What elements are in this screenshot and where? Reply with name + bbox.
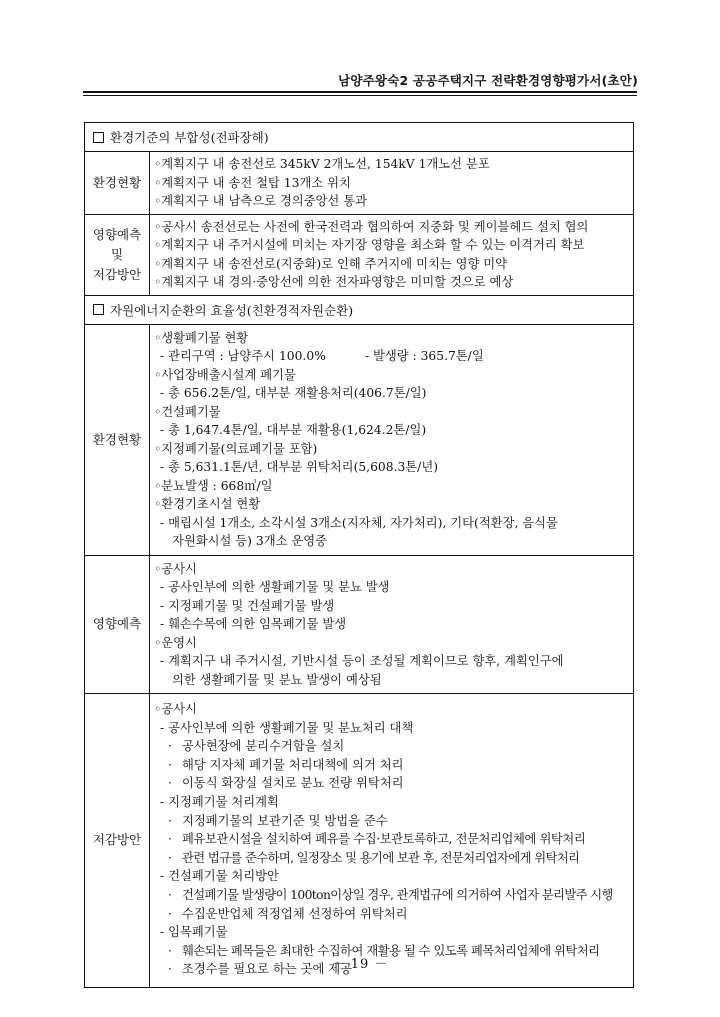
content-bullet: · 훼손되는 폐목들은 최대한 수집하여 재활용 될 수 있도록 폐목처리업체에 위탁처리 [168, 943, 600, 958]
row-label-text: 환경현황 [92, 174, 142, 190]
content-line: ◦계획지구 내 경의·중앙선에 의한 전자파영향은 미미할 것으로 예상 [154, 275, 514, 289]
row-content [150, 325, 633, 555]
content-bullet: · 수집운반업체 적정업체 선정하여 위탁처리 [168, 906, 408, 921]
content-line: ◦분뇨발생 : 668㎥/일 [154, 478, 273, 493]
content-bullet: · 이동식 화장실 설치로 분뇨 전량 위탁처리 [168, 776, 404, 791]
content-line: ◦운영시 [154, 635, 197, 650]
row-content [150, 556, 633, 694]
content-line: ◦공사시 송전선로는 사전에 한국전력과 협의하여 지중화 및 케이블헤드 설치 협의 [154, 219, 589, 234]
content-line: 자원화시설 등) 3개소 운영중 [172, 534, 328, 548]
row-label [85, 556, 150, 694]
row-label [85, 215, 150, 295]
content-line: ◦생활폐기물 현황 [154, 330, 249, 345]
page-number: － 19 － [331, 957, 389, 972]
row-label-text: 저감방안 [92, 266, 142, 282]
content-line: - 매립시설 1개소, 소각시설 3개소(지자체, 자가처리), 기타(적환장, 음식물 [160, 515, 558, 530]
section-title: 자원에너지순환의 효율성(친환경적자원순환) [110, 302, 354, 318]
content-line: 의한 생활폐기물 및 분뇨 발생이 예상됨 [172, 672, 382, 687]
document-header-title: 남양주왕숙2 공공주택지구 전략환경영향평가서(초안) [338, 73, 638, 88]
content-bullet: · 해당 지자체 폐기물 처리대책에 의거 처리 [168, 757, 404, 772]
content-line: ◦계획지구 내 남측으로 경의중앙선 통과 [154, 194, 367, 208]
row-mitigation-waste [85, 694, 633, 987]
header-rule [83, 91, 637, 93]
row-current-status-em [85, 152, 633, 215]
content-line: ◦공사시 [154, 561, 197, 576]
content-line: ◦계획지구 내 송전선로 345kV 2개노선, 154kV 1개노선 분포 [154, 157, 490, 171]
row-prediction-mitigation-em [85, 215, 633, 296]
checkbox-square-icon [93, 132, 104, 143]
content-line: ◦계획지구 내 주거시설에 미치는 자기장 영향을 최소화 할 수 있는 이격거리 확보 [154, 238, 585, 252]
content-bullet: · 조경수를 필요로 하는 곳에 제공 [168, 962, 353, 977]
content-subheading: - 건설폐기물 처리방안 [160, 869, 279, 884]
row-label [85, 325, 150, 555]
checkbox-square-icon [93, 304, 104, 315]
content-bullet: · 지정폐기물의 보관기준 및 방법을 준수 [168, 813, 388, 828]
content-line: - 총 656.2톤/일, 대부분 재활용처리(406.7톤/일) [160, 386, 427, 400]
content-bullet: · 관련 법규를 준수하며, 일정장소 및 용기에 보관 후, 전문처리업자에게 위탁처리 [168, 850, 580, 865]
content-line: - 총 1,647.4톤/일, 대부분 재활용(1,624.2톤/일) [160, 423, 427, 437]
row-content [150, 694, 633, 987]
content-line: ◦지정폐기물(의료폐기물 포함) [154, 441, 318, 456]
section-heading-resource-cycle [85, 296, 633, 325]
content-line: - 지정폐기물 및 건설폐기물 발생 [160, 598, 335, 613]
content-subheading: - 지정폐기물 처리계획 [160, 794, 279, 809]
content-line: ◦계획지구 내 송전선로(지중화)로 인해 주거지에 미치는 영향 미약 [154, 256, 508, 271]
content-line: - 공사인부에 의한 생활폐기물 및 분뇨 발생 [160, 580, 390, 594]
content-bullet: · 폐유보관시설을 설치하여 폐유를 수집·보관토록하고, 전문처리업체에 위탁처리 [168, 832, 586, 847]
row-label [85, 152, 150, 214]
content-bullet: · 건설폐기물 발생량이 100ton이상일 경우, 관계법규에 의거하여 사업자 분리발주 시행 [168, 887, 613, 902]
row-label-text: 영향예측 [92, 616, 142, 632]
row-label-text: 저감방안 [92, 832, 142, 848]
content-subheading: - 임목폐기물 [160, 925, 228, 940]
content-subheading: - 공사인부에 의한 생활폐기물 및 분뇨처리 대책 [160, 720, 414, 735]
row-content [150, 215, 633, 295]
row-prediction-waste [85, 556, 633, 695]
content-line: - 관리구역 : 남양주시 100.0% - 발생량 : 365.7톤/일 [160, 349, 484, 363]
summary-table [84, 122, 634, 988]
row-label-text: 환경현황 [92, 431, 142, 447]
section-heading-electromagnetic [85, 123, 633, 152]
header-rule-thin [83, 95, 637, 96]
section-title: 환경기준의 부합성(전파장해) [110, 130, 269, 145]
content-line: ◦공사시 [154, 702, 197, 716]
row-label-text: 및 [110, 246, 124, 262]
row-label [85, 694, 150, 987]
content-line: ◦계획지구 내 송전 철탑 13개소 위치 [154, 175, 351, 190]
row-content [150, 152, 633, 214]
content-line: - 훼손수목에 의한 임목폐기물 발생 [160, 617, 347, 631]
content-line: - 총 5,631.1톤/년, 대부분 위탁처리(5,608.3톤/년) [160, 460, 438, 474]
content-line: - 계획지구 내 주거시설, 기반시설 등이 조성될 계획이므로 향후, 계획인구에 [160, 654, 564, 668]
row-current-status-waste [85, 325, 633, 556]
content-line: ◦환경기초시설 현황 [154, 497, 261, 511]
content-bullet: · 공사현장에 분리수거함을 설치 [168, 739, 345, 754]
content-line: ◦건설폐기물 [154, 404, 221, 419]
content-line: ◦사업장배출시설계 폐기물 [154, 367, 296, 382]
row-label-text: 영향예측 [92, 226, 142, 242]
